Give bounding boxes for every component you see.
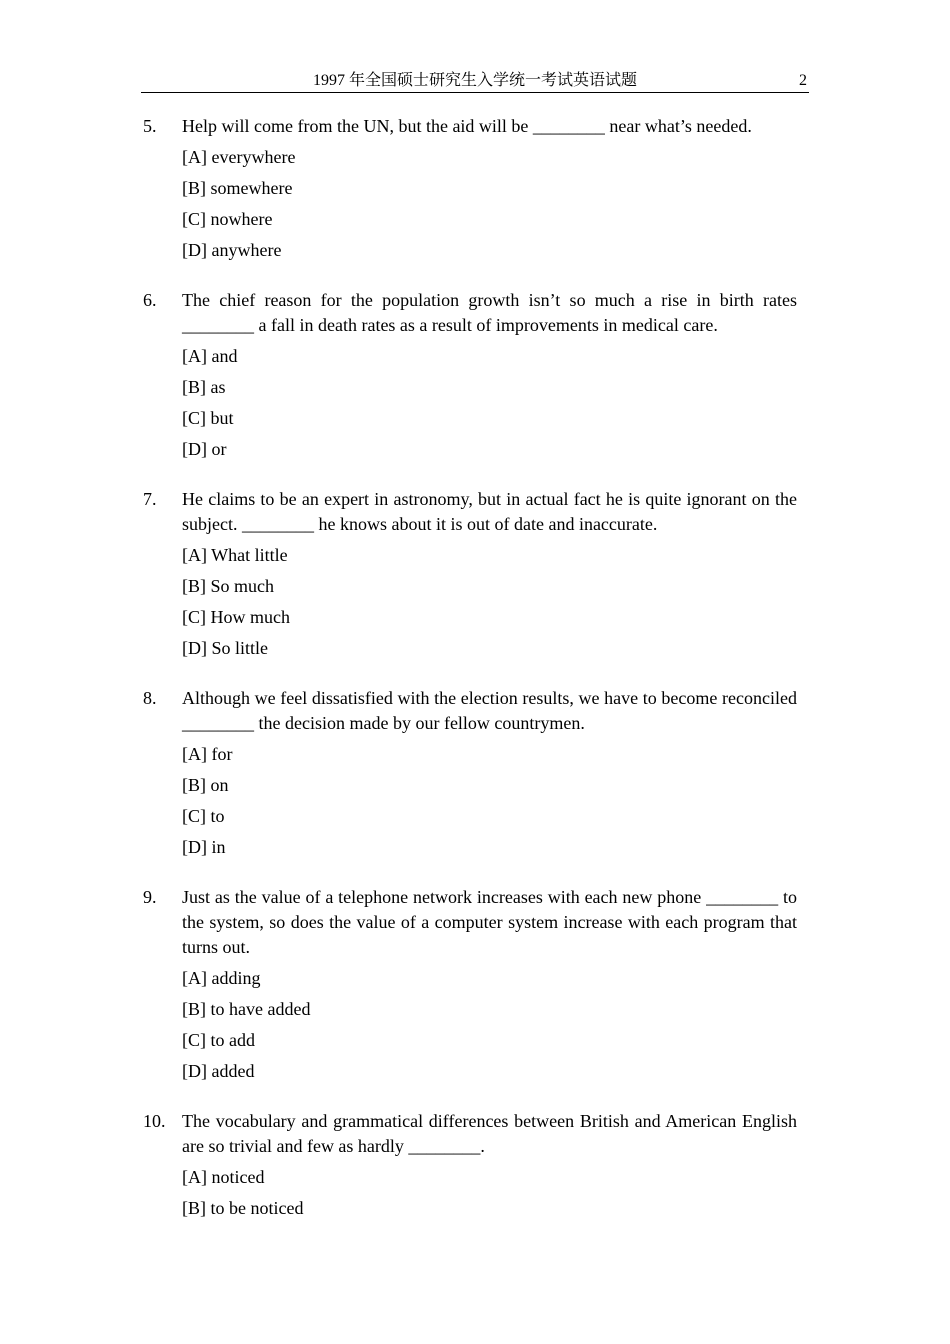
option-d: [D] in [182, 837, 226, 857]
option-b: [B] somewhere [182, 178, 293, 198]
question-number: 7. [143, 489, 157, 509]
question-text: Just as the value of a telephone network increases with each new phone ________ to the system, so does the value of a computer system increase with each program that turns out. [182, 887, 797, 957]
header-title: 1997 年全国硕士研究生入学统一考试英语试题 [312, 72, 637, 89]
option-a: [A] everywhere [182, 147, 296, 167]
option-c: [C] nowhere [182, 209, 273, 229]
option-b: [B] to have added [182, 999, 311, 1019]
option-a: [A] adding [182, 968, 261, 988]
option-b: [B] as [182, 377, 226, 397]
option-b: [B] So much [182, 576, 274, 596]
option-c: [C] to add [182, 1030, 255, 1050]
question-number: 6. [143, 290, 157, 310]
page-number: 2 [799, 72, 807, 89]
option-a: [A] What little [182, 545, 288, 565]
option-a: [A] noticed [182, 1167, 265, 1187]
option-d: [D] So little [182, 638, 268, 658]
option-c: [C] How much [182, 607, 290, 627]
page-header [141, 70, 809, 93]
question-text: The chief reason for the population growth isn’t so much a rise in birth rates ________ a fall in death rates as a result of improvements in medical care. [182, 290, 797, 335]
option-d: [D] or [182, 439, 227, 459]
question-text: The vocabulary and grammatical differences between British and American English are so trivial and few as hardly ________. [182, 1111, 797, 1156]
question-number: 9. [143, 887, 157, 907]
option-b: [B] on [182, 775, 229, 795]
option-c: [C] but [182, 408, 234, 428]
option-a: [A] and [182, 346, 238, 366]
option-d: [D] anywhere [182, 240, 282, 260]
question-text: He claims to be an expert in astronomy, but in actual fact he is quite ignorant on the subject. ________ he knows about it is out of date and inaccurate. [182, 489, 797, 534]
question-number: 10. [143, 1111, 166, 1131]
option-a: [A] for [182, 744, 233, 764]
question-text: Help will come from the UN, but the aid will be ________ near what’s needed. [182, 116, 752, 136]
option-d: [D] added [182, 1061, 255, 1081]
option-c: [C] to [182, 806, 225, 826]
question-number: 5. [143, 116, 157, 136]
option-b: [B] to be noticed [182, 1198, 304, 1218]
question-number: 8. [143, 688, 157, 708]
question-text: Although we feel dissatisfied with the election results, we have to become reconciled ________ the decision made by our fellow countrymen. [182, 688, 797, 733]
